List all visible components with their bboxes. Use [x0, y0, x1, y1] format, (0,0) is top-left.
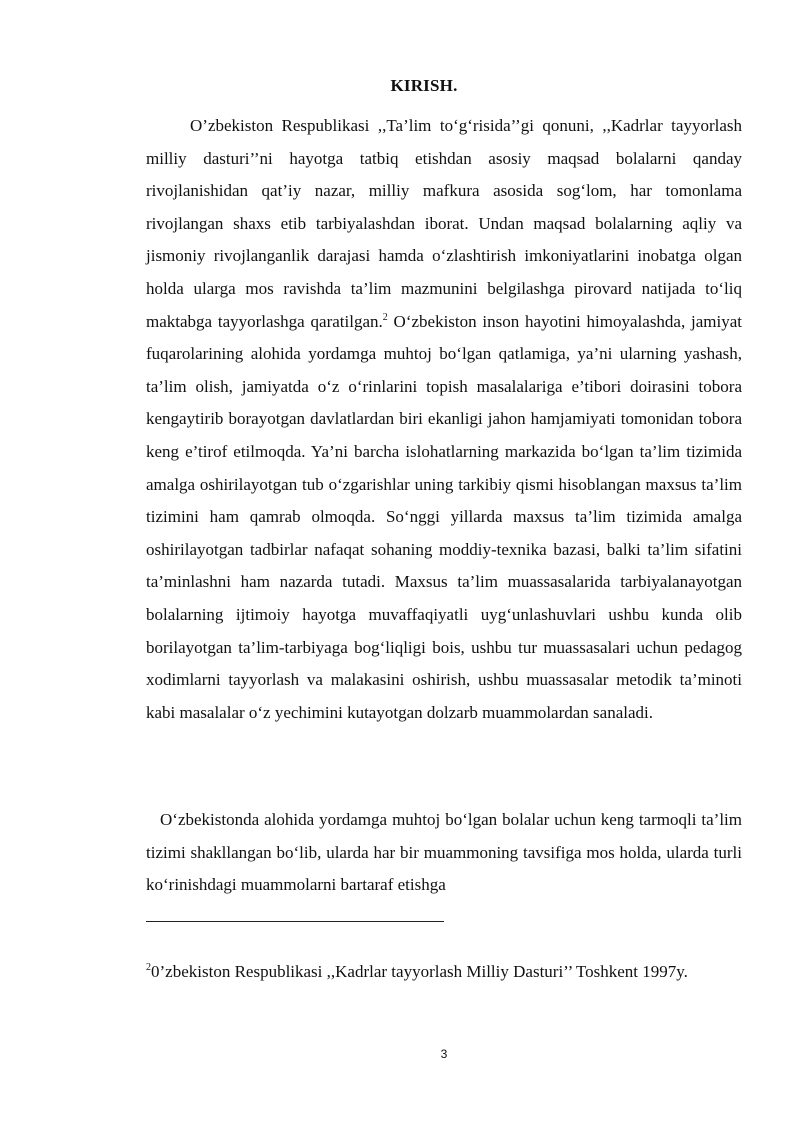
footnote-separator: [146, 921, 444, 922]
footnote-text: 0’zbekiston Respublikasi ,,Kadrlar tayyorlash Milliy Dasturi’’ Toshkent 1997y.: [151, 962, 688, 981]
body-paragraph-2: O‘zbekistonda alohida yordamga muhtoj bo‘lgan bolalar uchun keng tarmoqli ta’lim tizimi shakllangan bo‘lib, ularda har bir muammoning tavsifiga mos holda, ularda turli ko‘rinishdagi muammolarni bartaraf etishga: [146, 810, 742, 895]
footnote-marker: 2: [146, 962, 151, 973]
paragraph-1-continuation: O‘zbekiston inson hayotini himoyalashda, jamiyat fuqarolarining alohida yordamga muhtoj bo‘lgan qatlamiga, ya’ni ularning yashash, ta’lim olish, jamiyatda o‘z o‘rinlarini topish masalalariga e’tibori doirasini tobora kengaytirib borayotgan davlatlardan biri ekanligi jahon hamjamiyati tomonidan tobora keng e’tirof etilmoqda. Ya’ni barcha islohatlarning markazida bo‘lgan ta’lim tizimida amalga oshirilayotgan tub o‘zgarishlar uning tarkibiy qismi hisoblangan maxsus ta’lim tizimini ham qamrab olmoqda. So‘nggi yillarda maxsus ta’lim tizimida amalga oshirilayotgan tadbirlar nafaqat sohaning moddiy-texnika bazasi, balki ta’lim sifatini ta’minlashni ham nazarda tutadi. Maxsus ta’lim muassasalarida tarbiyalanayotgan bolalarning ijtimoiy hayotga muvaffaqiyatli uyg‘unlashuvlari ushbu kunda olib borilayotgan ta’lim-tarbiyaga bog‘liqligi bois, ushbu tur muassasalari uchun pedagog xodimlarni tayyorlash va malakasini oshirish, ushbu muassasalar metodik ta’minoti kabi masalalar o‘z yechimini kutayotgan dolzarb muammolardan sanaladi.: [146, 311, 742, 722]
page-heading: KIRISH.: [390, 76, 458, 95]
footnote: [146, 955, 742, 988]
footnote-reference: 2: [382, 311, 388, 323]
page-number: 3: [440, 1047, 448, 1061]
paragraph-1-text: O’zbekiston Respublikasi ,,Ta’lim to‘g‘risida’’gi qonuni, ,,Kadrlar tayyorlash milliy dasturi’’ni hayotga tatbiq etishdan asosiy maqsad bolalarni qanday rivojlanishidan qat’iy nazar, milliy mafkura asosida sog‘lom, har tomonlama rivojlangan shaxs etib tarbiyalashdan iborat. Undan maqsad bolalarning aqliy va jismoniy rivojlanganlik darajasi hamda o‘zlashtirish imkoniyatlarini inobatga olgan holda ularga mos ravishda ta’lim mazmunini belgilashga pirovard natijada to‘liq maktabga tayyorlashga qaratilgan.: [146, 116, 742, 331]
body-paragraph-1: [146, 110, 742, 729]
